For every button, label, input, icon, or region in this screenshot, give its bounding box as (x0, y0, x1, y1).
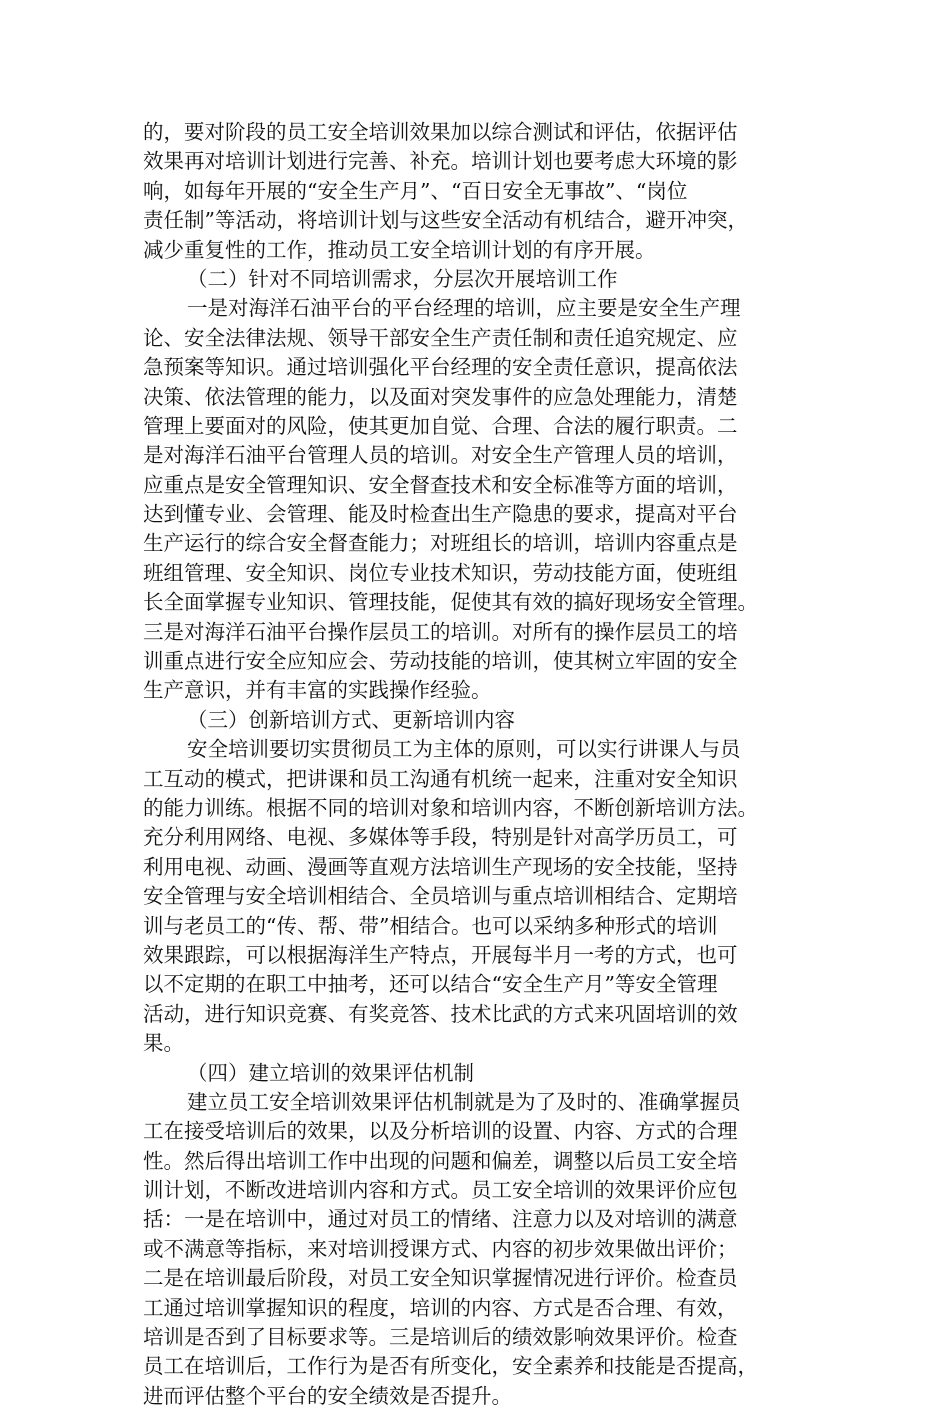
text-line: 生产运行的综合安全督查能力；对班组长的培训，培训内容重点是 (143, 531, 738, 556)
text-line: 的，要对阶段的员工安全培训效果加以综合测试和评估，依据评估 (143, 120, 738, 144)
text-line: 工互动的模式，把讲课和员工沟通有机统一起来，注重对安全知识 (143, 766, 738, 791)
text-line: 效果再对培训计划进行完善、补充。培训计划也要考虑大环境的影 (143, 149, 738, 174)
text-line: 责任制”等活动，将培训计划与这些安全活动有机结合，避开冲突， (143, 208, 748, 233)
text-line: 果。 (143, 1031, 184, 1056)
section-heading: （三）创新培训方式、更新培训内容 (187, 707, 515, 732)
text-line: 培训是否到了目标要求等。三是培训后的绩效影响效果评价。检查 (143, 1325, 738, 1350)
text-line: 训重点进行安全应知应会、劳动技能的培训，使其树立牢固的安全 (143, 649, 738, 674)
text-line: 减少重复性的工作，推动员工安全培训计划的有序开展。 (143, 237, 656, 262)
text-line: 班组管理、安全知识、岗位专业技术知识，劳动技能方面，使班组 (143, 560, 738, 585)
text-line: 充分利用网络、电视、多媒体等手段，特别是针对高学历员工，可 (143, 825, 738, 850)
text-line: 员工在培训后，工作行为是否有所变化，安全素养和技能是否提高， (143, 1354, 758, 1379)
text-line: 训计划，不断改进培训内容和方式。员工安全培训的效果评价应包 (143, 1178, 738, 1203)
text-line: 训与老员工的“传、帮、带”相结合。也可以采纳多种形式的培训 (143, 913, 718, 938)
text-line: 的能力训练。根据不同的培训对象和培训内容，不断创新培训方法。 (143, 795, 758, 820)
text-line: 生产意识，并有丰富的实践操作经验。 (143, 678, 492, 703)
text-line: 长全面掌握专业知识、管理技能，促使其有效的搞好现场安全管理。 (143, 590, 758, 615)
text-line: 效果跟踪，可以根据海洋生产特点，开展每半月一考的方式，也可 (143, 942, 738, 967)
text-line: 工通过培训掌握知识的程度，培训的内容、方式是否合理、有效， (143, 1295, 738, 1320)
text-line: 一是对海洋石油平台的平台经理的培训，应主要是安全生产理 (187, 296, 741, 321)
document-page (143, 118, 807, 1411)
text-line: 三是对海洋石油平台操作层员工的培训。对所有的操作层员工的培 (143, 619, 738, 644)
text-line: 以不定期的在职工中抽考，还可以结合“安全生产月”等安全管理 (143, 972, 718, 997)
text-line: 急预案等知识。通过培训强化平台经理的安全责任意识，提高依法 (143, 355, 738, 380)
text-line: 性。然后得出培训工作中出现的问题和偏差，调整以后员工安全培 (143, 1148, 738, 1173)
text-line: 论、安全法律法规、领导干部安全生产责任制和责任追究规定、应 (143, 325, 738, 350)
text-line: 利用电视、动画、漫画等直观方法培训生产现场的安全技能，坚持 (143, 854, 738, 879)
text-line: 工在接受培训后的效果，以及分析培训的设置、内容、方式的合理 (143, 1119, 738, 1144)
text-line: 活动，进行知识竞赛、有奖竞答、技术比武的方式来巩固培训的效 (143, 1001, 738, 1026)
text-line: 是对海洋石油平台管理人员的培训。对安全生产管理人员的培训， (143, 443, 738, 468)
text-line: 响，如每年开展的“安全生产月”、“百日安全无事故”、“岗位 (143, 178, 688, 203)
text-line: 达到懂专业、会管理、能及时检查出生产隐患的要求，提高对平台 (143, 502, 738, 527)
text-line: 安全管理与安全培训相结合、全员培训与重点培训相结合、定期培 (143, 884, 738, 909)
section-heading: （二）针对不同培训需求，分层次开展培训工作 (187, 266, 618, 291)
text-line: 括：一是在培训中，通过对员工的情绪、注意力以及对培训的满意 (143, 1207, 738, 1232)
text-line: 建立员工安全培训效果评估机制就是为了及时的、准确掌握员 (187, 1089, 741, 1114)
section-heading: （四）建立培训的效果评估机制 (187, 1060, 474, 1085)
text-line: 安全培训要切实贯彻员工为主体的原则，可以实行讲课人与员 (187, 737, 741, 762)
text-line: 二是在培训最后阶段，对员工安全知识掌握情况进行评价。检查员 (143, 1266, 738, 1291)
text-line: 或不满意等指标，来对培训授课方式、内容的初步效果做出评价； (143, 1236, 738, 1261)
text-line: 应重点是安全管理知识、安全督查技术和安全标准等方面的培训， (143, 472, 738, 497)
text-line: 管理上要面对的风险，使其更加自觉、合理、合法的履行职责。二 (143, 413, 738, 438)
text-line: 决策、依法管理的能力，以及面对突发事件的应急处理能力，清楚 (143, 384, 738, 409)
text-line: 进而评估整个平台的安全绩效是否提升。 (143, 1383, 512, 1408)
